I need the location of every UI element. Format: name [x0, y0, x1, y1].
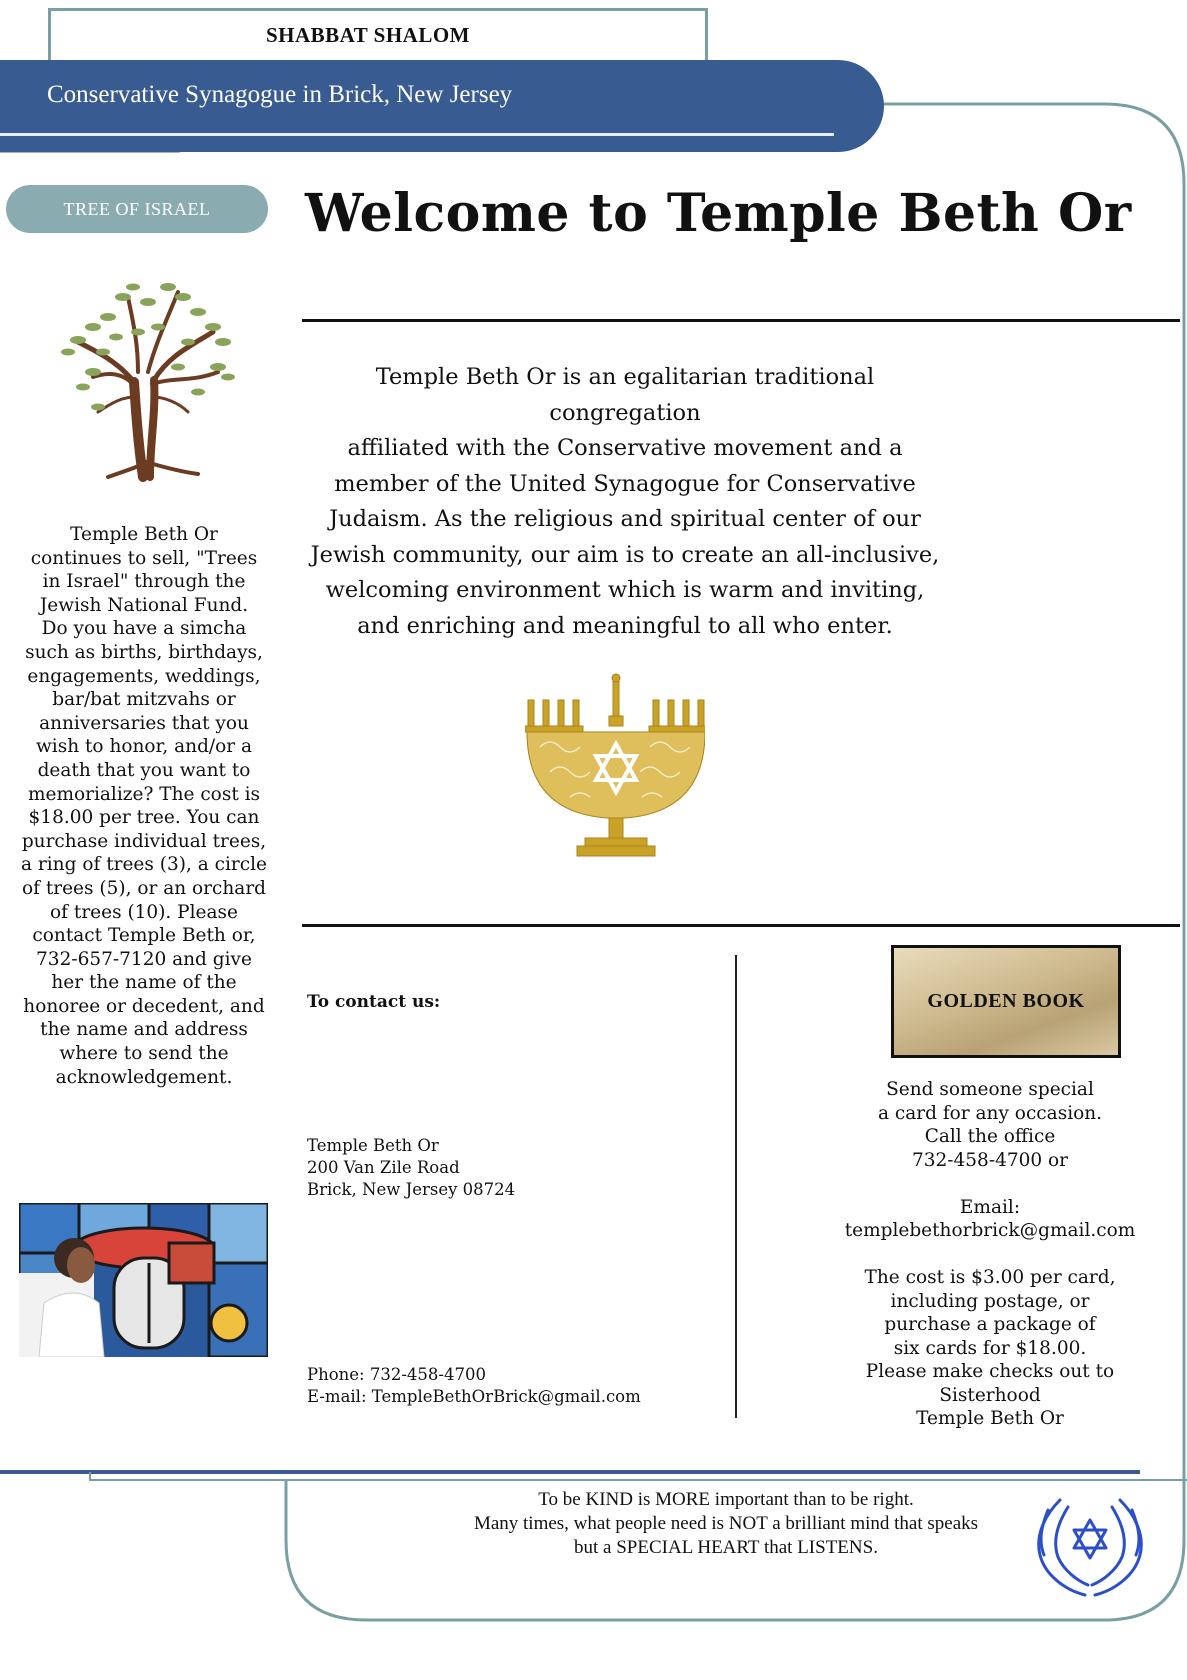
- contact-phone-email: [307, 1364, 641, 1408]
- golden-book-line: Please make checks out to: [865, 1361, 1115, 1382]
- golden-book-label: GOLDEN BOOK: [927, 990, 1085, 1012]
- tree-icon: [38, 272, 248, 482]
- shabbat-shalom-tab: [48, 8, 708, 60]
- divider-middle: [302, 924, 1180, 927]
- golden-book-line: six cards for $18.00.: [893, 1337, 1087, 1359]
- golden-book-line: The cost is $3.00 per card,: [864, 1267, 1116, 1288]
- intro-line: Temple Beth Or is an egalitarian traditional congregation: [375, 364, 875, 426]
- golden-book-line: Sisterhood: [939, 1384, 1041, 1406]
- tree-text-line: 732-657-7120 and give: [36, 948, 252, 970]
- golden-book-badge: [891, 945, 1121, 1058]
- intro-line: affiliated with the Conservative movement and a: [347, 435, 903, 461]
- intro-line: member of the United Synagogue for Conservative: [334, 470, 916, 497]
- tree-text-line: a ring of trees (3), a circle: [21, 854, 267, 876]
- tree-text-line: her the name of the: [51, 972, 237, 994]
- golden-book-line: a card for any occasion.: [877, 1102, 1103, 1124]
- tree-of-israel-pill: [6, 185, 268, 233]
- tree-text-line: continues to sell, "Trees: [30, 547, 258, 569]
- tree-text-line: Temple Beth Or: [70, 524, 218, 545]
- contact-address: [307, 1135, 515, 1201]
- address-line: Temple Beth Or: [307, 1136, 439, 1155]
- tree-text-line: such as births, birthdays,: [25, 641, 263, 663]
- tree-text-line: of trees (5), or an orchard: [21, 877, 267, 899]
- menorah-icon: [525, 672, 705, 862]
- banner-subtitle: Conservative Synagogue in Brick, New Jersey: [47, 81, 513, 108]
- stained-glass-photo: [19, 1203, 268, 1357]
- page-title: Welcome to Temple Beth Or: [305, 183, 1132, 244]
- tree-text-line: death that you want to: [37, 759, 251, 781]
- contact-heading: To contact us:: [307, 992, 441, 1012]
- tree-of-israel-label: TREE OF ISRAEL: [63, 198, 211, 219]
- contact-email[interactable]: E-mail: TempleBethOrBrick@gmail.com: [307, 1387, 641, 1406]
- golden-book-description: [830, 1078, 1150, 1431]
- golden-book-line: [830, 1243, 1150, 1267]
- intro-line: and enriching and meaningful to all who enter.: [357, 612, 893, 639]
- tree-text-line: honoree or decedent, and: [23, 995, 265, 1017]
- quote-line: To be KIND is MORE important than to be right.: [538, 1489, 914, 1510]
- intro-line: Jewish community, our aim is to create an all-inclusive,: [310, 541, 940, 568]
- tree-text-line: where to send the: [59, 1043, 229, 1065]
- golden-book-line: Temple Beth Or: [916, 1408, 1064, 1429]
- hands-star-of-david-icon: [1030, 1495, 1150, 1605]
- golden-book-line: 732-458-4700 or: [911, 1149, 1069, 1171]
- intro-paragraph: [300, 360, 950, 644]
- banner-underline: [0, 133, 834, 136]
- tree-text-line: Do you have a simcha: [41, 618, 247, 640]
- golden-book-line: Call the office: [924, 1126, 1056, 1147]
- tree-text-line: anniversaries that you: [39, 712, 249, 734]
- golden-book-line: Email:: [959, 1196, 1021, 1218]
- footer-quote: [420, 1488, 1032, 1560]
- intro-line: welcoming environment which is warm and inviting,: [325, 577, 925, 603]
- tree-text-line: of trees (10). Please: [50, 901, 238, 923]
- golden-book-line: purchase a package of: [884, 1314, 1096, 1335]
- tree-text-line: purchase individual trees,: [21, 830, 267, 852]
- quote-line: but a SPECIAL HEART that LISTENS.: [574, 1537, 878, 1558]
- tree-text-line: wish to honor, and/or a: [35, 736, 253, 758]
- tree-text-line: bar/bat mitzvahs or: [52, 689, 236, 711]
- tree-text-line: the name and address: [40, 1019, 248, 1041]
- tree-text-line: memorialize? The cost is: [27, 783, 261, 805]
- column-divider: [735, 955, 737, 1418]
- tree-text-line: in Israel" through the: [42, 571, 246, 593]
- tree-text-line: $18.00 per tree. You can: [28, 807, 260, 829]
- tree-text-line: acknowledgement.: [55, 1066, 233, 1088]
- quote-line: Many times, what people need is NOT a brilliant mind that speaks: [473, 1513, 979, 1534]
- intro-line: Judaism. As the religious and spiritual center of our: [329, 506, 921, 532]
- shabbat-shalom-label: SHABBAT SHALOM: [265, 23, 471, 47]
- golden-book-line: [830, 1172, 1150, 1196]
- address-line: Brick, New Jersey 08724: [307, 1180, 516, 1199]
- tree-text-line: Jewish National Fund.: [39, 594, 249, 616]
- golden-book-line: Send someone special: [886, 1079, 1094, 1100]
- contact-phone: Phone: 732-458-4700: [307, 1365, 486, 1384]
- divider-top: [302, 319, 1180, 322]
- golden-book-line: including postage, or: [890, 1290, 1090, 1312]
- tree-of-israel-description: [18, 523, 270, 1089]
- address-line: 200 Van Zile Road: [307, 1158, 460, 1177]
- tree-text-line: engagements, weddings,: [27, 665, 261, 687]
- golden-book-line: templebethorbrick@gmail.com: [844, 1220, 1136, 1241]
- tree-text-line: contact Temple Beth or,: [32, 925, 256, 947]
